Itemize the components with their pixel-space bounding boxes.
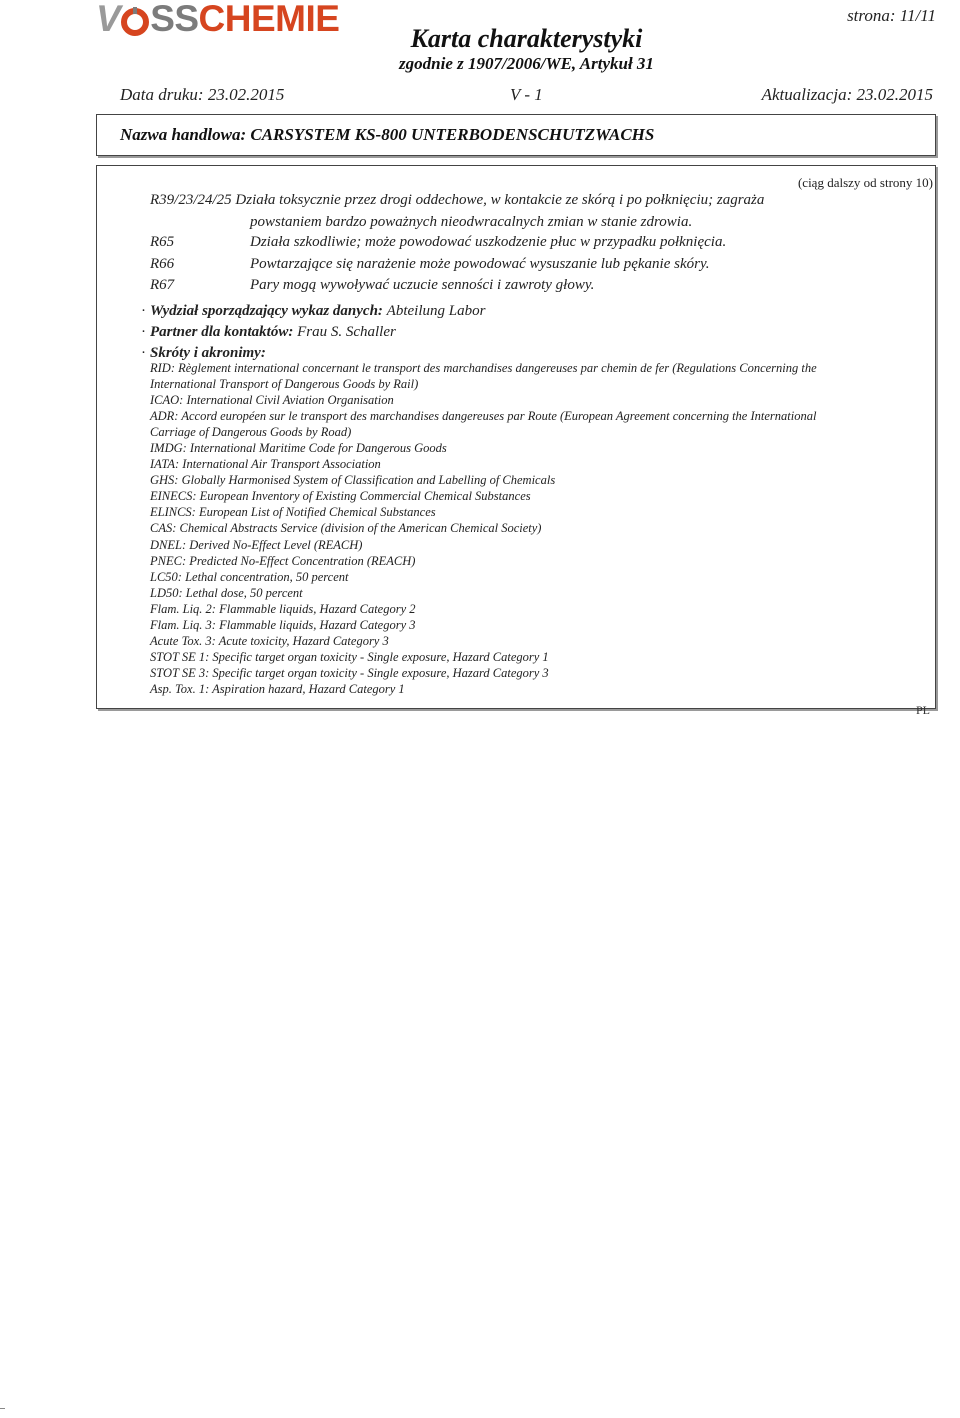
page-number: strona: 11/11 — [847, 6, 936, 25]
abbreviation-item: PNEC: Predicted No-Effect Concentration (REACH) — [150, 553, 416, 568]
page-corner-mark — [0, 1408, 5, 1409]
abbreviations-list — [150, 360, 940, 697]
r-phrase-row — [150, 277, 594, 294]
bullet: · — [141, 324, 146, 340]
abbreviation-item: Carriage of Dangerous Goods by Road) — [150, 425, 352, 440]
r-phrase-text: Działa toksycznie przez drogi oddechowe, w kontakcie ze skórą i po połknięciu; zagraża — [235, 192, 765, 208]
r-phrase-row — [150, 256, 710, 273]
bullet: · — [141, 303, 146, 319]
contact-partner-value: Frau S. Schaller — [297, 324, 396, 340]
document-subtitle: zgodnie z 1907/2006/WE, Artykuł 31 — [399, 54, 654, 73]
document-title: Karta charakterystyki — [410, 24, 643, 53]
r-phrase-code: R67 — [150, 277, 175, 293]
abbreviation-item: ADR: Accord européen sur le transport des marchandises dangereuses par Route (European Agreement concerning the International — [150, 409, 817, 424]
abbreviation-item: EINECS: European Inventory of Existing Commercial Chemical Substances — [150, 489, 531, 504]
abbreviation-item: LC50: Lethal concentration, 50 percent — [150, 569, 349, 584]
abbreviation-item: IATA: International Air Transport Association — [150, 457, 381, 472]
abbreviation-item: Flam. Liq. 2: Flammable liquids, Hazard Category 2 — [150, 601, 416, 616]
abbreviation-item: Flam. Liq. 3: Flammable liquids, Hazard Category 3 — [150, 617, 416, 632]
contact-partner-field — [141, 324, 396, 341]
abbreviation-item: GHS: Globally Harmonised System of Classification and Labelling of Chemicals — [150, 473, 556, 488]
abbreviation-item: CAS: Chemical Abstracts Service (division of the American Chemical Society) — [150, 521, 542, 536]
language-tag: PL — [916, 703, 931, 717]
department-label: Wydział sporządzający wykaz danych: — [150, 303, 383, 319]
abbreviations-label: Skróty i akronimy: — [150, 345, 266, 361]
contact-partner-label: Partner dla kontaktów: — [150, 324, 294, 340]
update-date: Aktualizacja: 23.02.2015 — [761, 85, 933, 104]
r-phrase-code: R39/23/24/25 — [150, 192, 232, 208]
r-phrase-text: Powtarzające się narażenie może powodować wysuszanie lub pękanie skóry. — [250, 256, 710, 272]
r-phrase-continuation: powstaniem bardzo poważnych nieodwracalnych zmian w stanie zdrowia. — [250, 214, 693, 230]
bullet: · — [141, 345, 146, 361]
abbreviation-item: International Transport of Dangerous Goods by Rail) — [150, 377, 419, 392]
abbreviation-item: Asp. Tox. 1: Aspiration hazard, Hazard Category 1 — [150, 681, 405, 696]
r-phrase-code: R65 — [150, 234, 175, 250]
print-date: Data druku: 23.02.2015 — [120, 85, 285, 104]
r-phrase-text: Pary mogą wywoływać uczucie senności i zawroty głowy. — [250, 277, 595, 293]
product-name: Nazwa handlowa: CARSYSTEM KS-800 UNTERBODENSCHUTZWACHS — [120, 125, 655, 144]
abbreviation-item: DNEL: Derived No-Effect Level (REACH) — [150, 537, 363, 552]
abbreviation-item: Acute Tox. 3: Acute toxicity, Hazard Category 3 — [150, 633, 389, 648]
abbreviation-item: STOT SE 1: Specific target organ toxicity - Single exposure, Hazard Category 1 — [150, 649, 549, 664]
r-phrase-text: Działa szkodliwie; może powodować uszkodzenie płuc w przypadku połknięcia. — [250, 234, 727, 250]
logo-text-red: CHEMIE — [198, 0, 340, 39]
abbreviation-item: STOT SE 3: Specific target organ toxicity - Single exposure, Hazard Category 3 — [150, 665, 549, 680]
abbreviation-item: RID: Règlement international concernant le transport des marchandises dangereuses par chemin de fer (Regulations Concerning the — [150, 361, 817, 375]
logo-v-glyph: V — [96, 0, 121, 39]
r-phrase-row — [150, 234, 726, 251]
logo-text-dark: SS — [150, 0, 199, 39]
abbreviation-item: ELINCS: European List of Notified Chemical Substances — [150, 505, 436, 520]
version-label: V - 1 — [510, 85, 543, 104]
r-phrase-code: R66 — [150, 256, 175, 272]
abbreviation-item: LD50: Lethal dose, 50 percent — [150, 585, 303, 600]
continued-note: (ciąg dalszy od strony 10) — [797, 175, 933, 190]
department-field — [141, 303, 485, 320]
abbreviation-item: IMDG: International Maritime Code for Dangerous Goods — [150, 441, 447, 456]
department-value: Abteilung Labor — [386, 303, 486, 319]
abbreviation-item: ICAO: International Civil Aviation Organisation — [150, 393, 394, 408]
r-phrase-row — [150, 192, 764, 209]
